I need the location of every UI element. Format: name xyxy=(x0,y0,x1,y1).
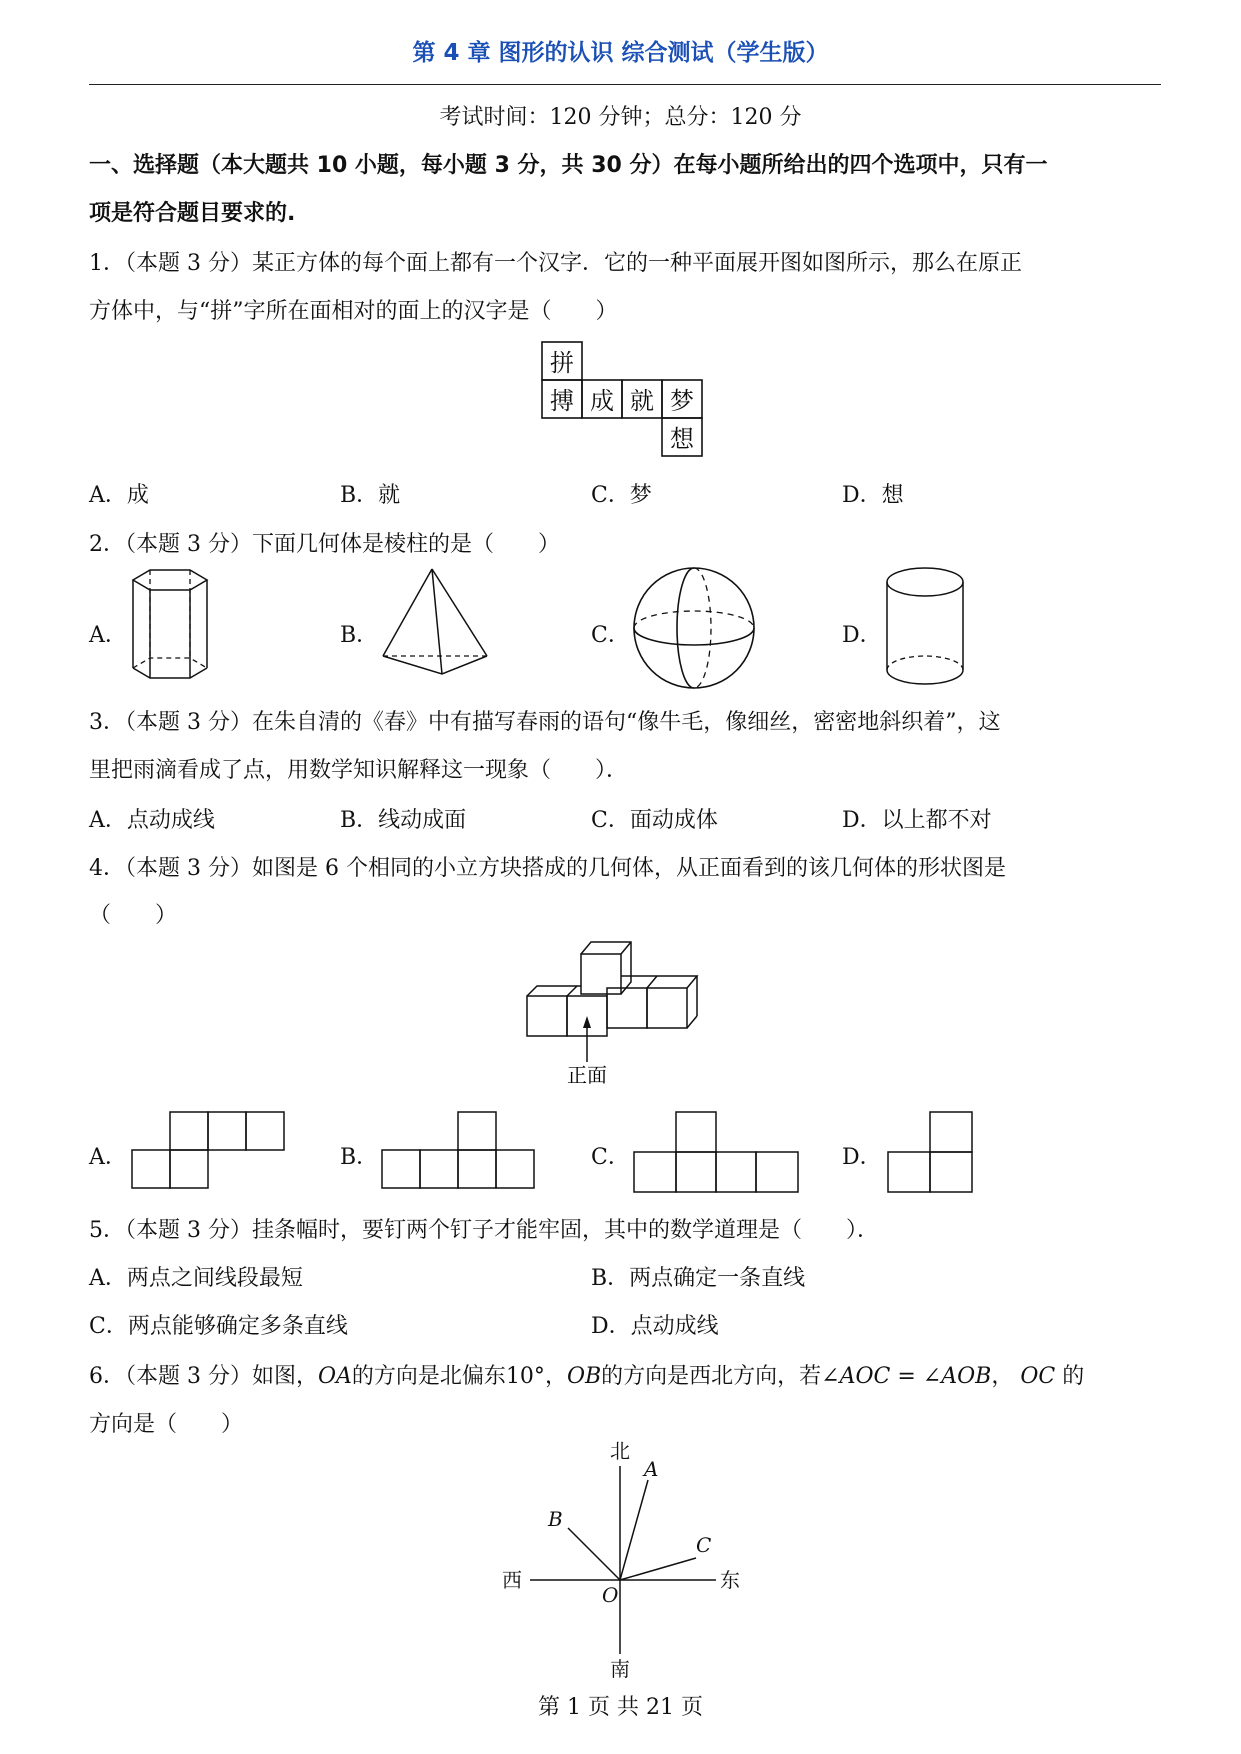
q6-line-1 xyxy=(89,1359,1084,1390)
q1-option-a[interactable]: A．成 xyxy=(89,483,149,508)
q6-condition: ∠AOC = ∠AOB xyxy=(821,1364,992,1389)
q6-text-a: 6．（本题 3 分）如图， xyxy=(89,1364,318,1389)
compass-west-label: 西 xyxy=(502,1568,522,1592)
page-footer: 第 1 页 共 21 页 xyxy=(538,1695,703,1720)
q6-compass-figure xyxy=(490,1440,750,1680)
compass-east-label: 东 xyxy=(720,1568,740,1592)
net-cell-2: 搏 xyxy=(550,387,574,415)
q1-line-1: 1．（本题 3 分）某正方体的每个面上都有一个汉字．它的一种平面展开图如图所示，那么在原正 xyxy=(89,251,1022,276)
q2-cylinder-figure xyxy=(884,566,966,690)
net-cell-1: 拼 xyxy=(550,349,574,377)
q2-hexagonal-prism-figure xyxy=(130,568,210,690)
q4-line-1: 4．（本题 3 分）如图是 6 个相同的小立方块搭成的几何体，从正面看到的该几何体的形状图是 xyxy=(89,856,1006,881)
q3-option-d[interactable]: D．以上都不对 xyxy=(842,808,992,833)
q3-option-a[interactable]: A．点动成线 xyxy=(89,808,215,833)
q4-option-d[interactable]: D． xyxy=(842,1145,882,1170)
q4-line-2: （ ） xyxy=(89,903,178,928)
q4-option-b-view xyxy=(382,1110,538,1190)
q6-oc: OC xyxy=(1020,1364,1056,1389)
q3-option-b[interactable]: B．线动成面 xyxy=(340,808,467,833)
q2-option-c[interactable]: C． xyxy=(591,623,630,648)
q3-line-2: 里把雨滴看成了点，用数学知识解释这一现象（ ）． xyxy=(89,758,629,783)
q5-option-d[interactable]: D．点动成线 xyxy=(591,1314,719,1339)
q5-option-a[interactable]: A．两点之间线段最短 xyxy=(89,1266,303,1291)
q6-oa: OA xyxy=(317,1364,352,1389)
exam-info: 考试时间：120 分钟；总分：120 分 xyxy=(439,105,802,130)
q6-text-d: 的方向是西北方向，若 xyxy=(601,1364,822,1389)
compass-north-label: 北 xyxy=(610,1439,630,1463)
q6-ob: OB xyxy=(566,1364,602,1389)
q5-line-1: 5．（本题 3 分）挂条幅时，要钉两个钉子才能牢固，其中的数学道理是（ ）． xyxy=(89,1218,879,1243)
section-heading-line-1: 一、选择题（本大题共 10 小题，每小题 3 分，共 30 分）在每小题所给出的四个选项中，只有一 xyxy=(89,153,1048,178)
q1-line-2: 方体中，与“拼”字所在面相对的面上的汉字是（ ） xyxy=(89,299,618,324)
q2-line-1: 2．（本题 3 分）下面几何体是棱柱的是（ ） xyxy=(89,532,560,557)
point-c-label: C xyxy=(696,1533,712,1557)
net-cell-5: 梦 xyxy=(670,387,694,415)
q4-cube-structure-figure xyxy=(524,936,724,1086)
q6-text-b: 的方向是北偏东 xyxy=(351,1364,506,1389)
header-rule xyxy=(89,84,1161,85)
q6-text-e: ， xyxy=(991,1364,1014,1389)
q4-option-c[interactable]: C． xyxy=(591,1145,630,1170)
q3-option-c[interactable]: C．面动成体 xyxy=(591,808,718,833)
q4-option-c-view xyxy=(634,1110,802,1194)
point-o-label: O xyxy=(602,1583,619,1607)
q3-line-1: 3．（本题 3 分）在朱自清的《春》中有描写春雨的语句“像牛毛，像细丝，密密地斜织着”，这 xyxy=(89,710,1001,735)
q6-angle: 10° xyxy=(505,1364,545,1389)
q2-option-a[interactable]: A． xyxy=(89,623,127,648)
q4-option-b[interactable]: B． xyxy=(340,1145,379,1170)
q1-option-b[interactable]: B．就 xyxy=(340,483,401,508)
page-header-title: 第 4 章 图形的认识 综合测试（学生版） xyxy=(412,40,829,66)
q2-option-d[interactable]: D． xyxy=(842,623,882,648)
q6-line-2: 方向是（ ） xyxy=(89,1412,244,1437)
q1-option-d[interactable]: D．想 xyxy=(842,483,904,508)
q2-option-b[interactable]: B． xyxy=(340,623,379,648)
q4-option-a[interactable]: A． xyxy=(89,1145,127,1170)
q1-cube-net-figure xyxy=(540,340,710,460)
q6-text-c: ， xyxy=(544,1364,567,1389)
q6-text-f: 的 xyxy=(1062,1364,1085,1389)
net-cell-6: 想 xyxy=(670,425,694,453)
q1-option-c[interactable]: C．梦 xyxy=(591,483,652,508)
compass-south-label: 南 xyxy=(610,1657,630,1681)
q2-pyramid-figure xyxy=(380,566,490,678)
q5-option-b[interactable]: B．两点确定一条直线 xyxy=(591,1266,806,1291)
section-heading-line-2: 项是符合题目要求的. xyxy=(89,201,296,226)
q4-option-d-view xyxy=(886,1110,976,1194)
q5-option-c[interactable]: C．两点能够确定多条直线 xyxy=(89,1314,348,1339)
point-a-label: A xyxy=(644,1457,659,1481)
net-cell-3: 成 xyxy=(590,387,614,415)
q4-front-label: 正面 xyxy=(567,1063,607,1087)
net-cell-4: 就 xyxy=(630,387,654,415)
point-b-label: B xyxy=(548,1507,563,1531)
q2-sphere-figure xyxy=(632,566,756,690)
q4-option-a-view xyxy=(132,1110,288,1190)
